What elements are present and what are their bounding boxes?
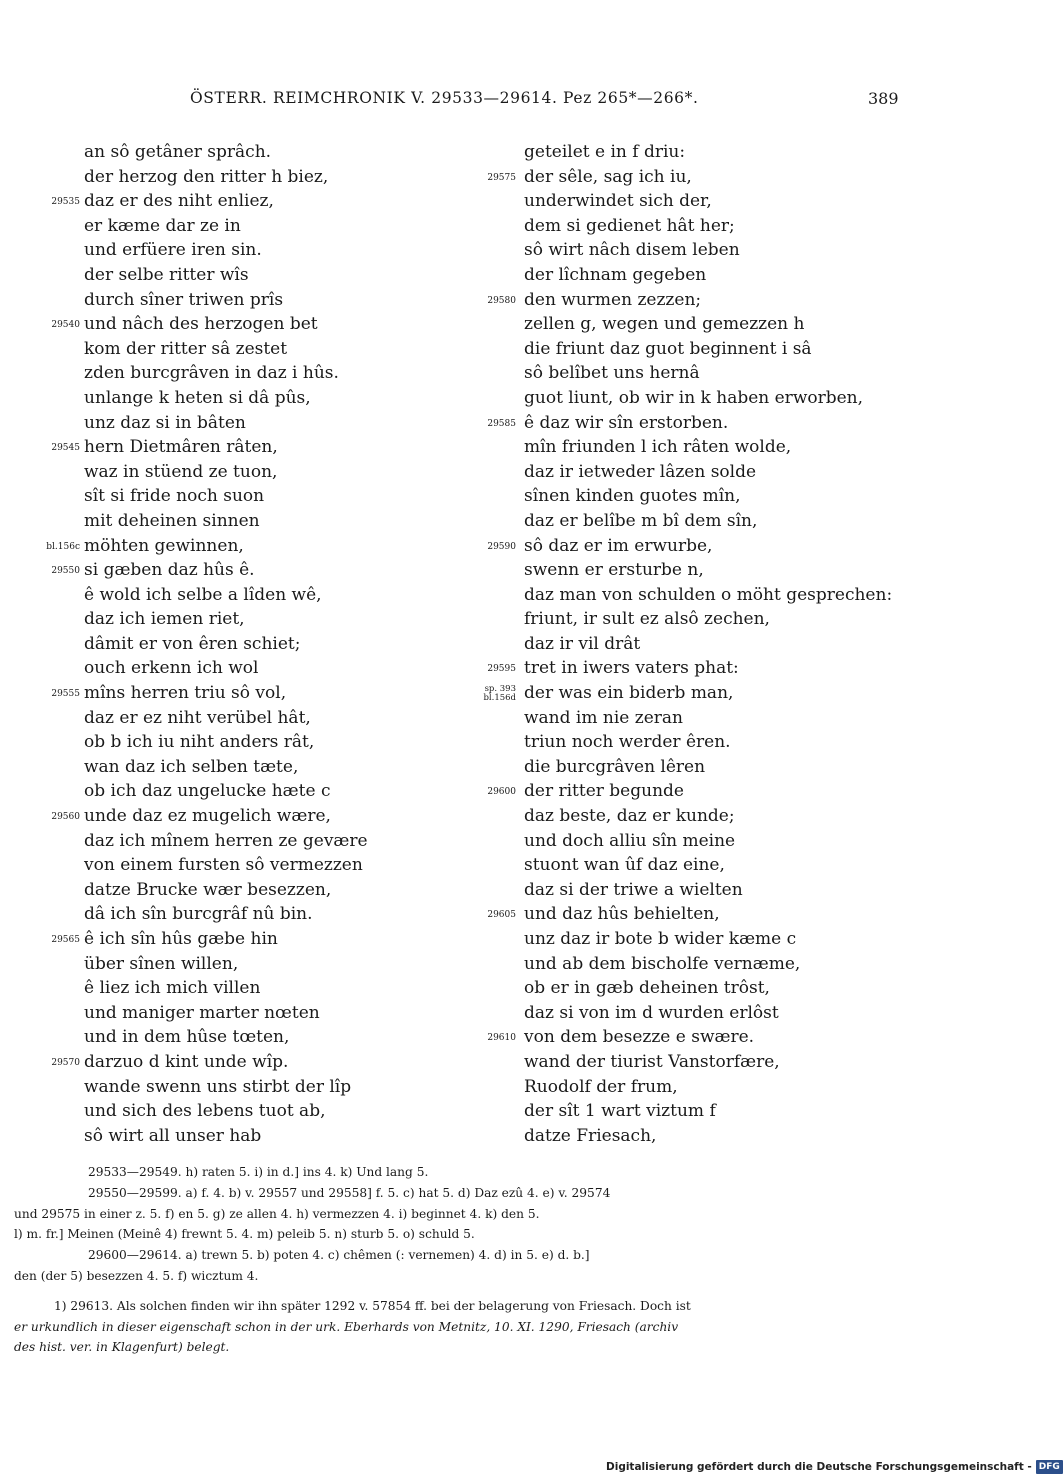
verse-line bbox=[30, 976, 460, 1001]
verse-text: mîn friunden l ich râten wolde, bbox=[524, 437, 792, 458]
verse-text: daz si der triwe a wielten bbox=[524, 879, 743, 900]
verse-text: über sînen willen, bbox=[84, 953, 239, 974]
verse-text: der was ein biderb man, bbox=[524, 683, 734, 704]
variant-note-line: und 29575 in einer z. 5. f) en 5. g) ze allen 4. h) vermezzen 4. i) beginnet 4. k) den 5. bbox=[14, 1206, 540, 1221]
verse-line bbox=[480, 165, 920, 190]
verse-line bbox=[480, 509, 920, 534]
running-title: ÖSTERR. REIMCHRONIK V. 29533—29614. Pez 265*—266*. bbox=[190, 89, 699, 107]
verse-line bbox=[480, 484, 920, 509]
verse-text: und doch alliu sîn meine bbox=[524, 830, 736, 851]
verse-text: sô daz er im erwurbe, bbox=[524, 535, 713, 556]
verse-text: der lîchnam gegeben bbox=[524, 264, 707, 285]
verse-text: er kæme dar ze in bbox=[84, 215, 241, 236]
verse-line bbox=[30, 632, 460, 657]
verse-text: wand der tiurist Vanstorfære, bbox=[524, 1051, 780, 1072]
variant-note-line: den (der 5) besezzen 4. 5. f) wicztum 4. bbox=[14, 1268, 259, 1283]
verse-text: der sêle, sag ich iu, bbox=[524, 166, 692, 187]
verse-line bbox=[30, 1025, 460, 1050]
line-number: 29610 bbox=[487, 1033, 516, 1044]
verse-text: die burcgrâven lêren bbox=[524, 756, 706, 777]
verse-line bbox=[30, 902, 460, 927]
verse-line bbox=[30, 558, 460, 583]
verse-text: der herzog den ritter h biez, bbox=[84, 166, 329, 187]
line-number: 29595 bbox=[487, 664, 516, 675]
verse-line bbox=[480, 902, 920, 927]
verse-line bbox=[30, 706, 460, 731]
line-number: 29555 bbox=[51, 689, 80, 700]
verse-line bbox=[30, 952, 460, 977]
verse-line bbox=[30, 1001, 460, 1026]
variant-note-line: 29550—29599. a) f. 4. b) v. 29557 und 29558] f. 5. c) hat 5. d) Daz ezû 4. e) v. 29574 bbox=[88, 1185, 611, 1200]
verse-text: daz er ez niht verübel hât, bbox=[84, 707, 311, 728]
variant-note-line: l) m. fr.] Meinen (Meinê 4) frewnt 5. 4. m) peleib 5. n) sturb 5. o) schuld 5. bbox=[14, 1227, 475, 1242]
verse-text: unde daz ez mugelich wære, bbox=[84, 806, 331, 827]
verse-line bbox=[30, 435, 460, 460]
verse-text: dâmit er von êren schiet; bbox=[84, 633, 301, 654]
verse-text: sô wirt nâch disem leben bbox=[524, 240, 740, 261]
verse-text: ê ich sîn hûs gæbe hin bbox=[84, 929, 278, 949]
verse-line bbox=[480, 779, 920, 804]
verse-line bbox=[30, 263, 460, 288]
verse-line bbox=[30, 411, 460, 436]
verse-line bbox=[30, 165, 460, 190]
line-number: 29570 bbox=[51, 1057, 80, 1068]
verse-text: daz ich iemen riet, bbox=[84, 609, 245, 630]
verse-text: daz ir vil drât bbox=[524, 633, 641, 654]
verse-text: den wurmen zezzen; bbox=[524, 289, 702, 310]
verse-line bbox=[30, 1124, 460, 1149]
verse-line bbox=[30, 804, 460, 829]
verse-text: und ab dem bischolfe vernæme, bbox=[524, 953, 801, 974]
verse-text: unz daz si in bâten bbox=[84, 412, 246, 433]
verse-text: stuont wan ûf daz eine, bbox=[524, 855, 725, 876]
verse-text: guot liunt, ob wir in k haben erworben, bbox=[524, 387, 864, 408]
verse-line bbox=[30, 730, 460, 755]
verse-text: und sich des lebens tuot ab, bbox=[84, 1101, 326, 1122]
line-number: 29560 bbox=[51, 812, 80, 823]
dfg-logo: DFG bbox=[1036, 1460, 1063, 1474]
verse-line bbox=[480, 1075, 920, 1100]
verse-line bbox=[30, 755, 460, 780]
verse-line bbox=[480, 927, 920, 952]
verse-line bbox=[480, 1001, 920, 1026]
line-number: 29580 bbox=[487, 295, 516, 306]
line-number: 29590 bbox=[487, 541, 516, 552]
verse-text: daz ich mînem herren ze gevære bbox=[84, 830, 368, 851]
verse-line bbox=[30, 337, 460, 362]
verse-line bbox=[30, 509, 460, 534]
verse-line bbox=[480, 263, 920, 288]
verse-text: an sô getâner sprâch. bbox=[84, 142, 272, 162]
verse-line bbox=[480, 755, 920, 780]
footnote-line: er urkundlich in dieser eigenschaft schon in der urk. Eberhards von Metnitz, 10. XI. 1290, Friesach (archiv bbox=[14, 1319, 679, 1334]
verse-line bbox=[480, 1050, 920, 1075]
verse-text: ê wold ich selbe a lîden wê, bbox=[84, 584, 322, 605]
verse-text: der selbe ritter wîs bbox=[84, 264, 249, 285]
verse-text: daz ir ietweder lâzen solde bbox=[524, 461, 757, 482]
verse-text: geteilet e in f driu: bbox=[524, 142, 686, 162]
verse-line bbox=[480, 804, 920, 829]
verse-line bbox=[480, 238, 920, 263]
verse-text: unlange k heten si dâ pûs, bbox=[84, 387, 311, 408]
verse-text: kom der ritter sâ zestet bbox=[84, 338, 288, 359]
verse-text: und in dem hûse tœten, bbox=[84, 1027, 290, 1048]
verse-line bbox=[480, 583, 920, 608]
verse-text: tret in iwers vaters phat: bbox=[524, 658, 739, 679]
variant-note-line: 29533—29549. h) raten 5. i) in d.] ins 4. k) Und lang 5. bbox=[88, 1165, 429, 1179]
verse-text: sô wirt all unser hab bbox=[84, 1125, 262, 1146]
verse-line bbox=[30, 656, 460, 681]
verse-line bbox=[480, 1025, 920, 1050]
verse-line bbox=[480, 1124, 920, 1149]
verse-text: underwindet sich der, bbox=[524, 191, 712, 212]
verse-line bbox=[480, 214, 920, 239]
verse-line bbox=[480, 312, 920, 337]
verse-line bbox=[480, 140, 920, 165]
dfg-credit bbox=[606, 1459, 1063, 1475]
verse-text: waz in stüend ze tuon, bbox=[84, 461, 278, 482]
verse-line bbox=[480, 386, 920, 411]
line-number: 29575 bbox=[487, 172, 516, 183]
verse-text: mit deheinen sinnen bbox=[84, 510, 260, 531]
verse-line bbox=[30, 607, 460, 632]
verse-line bbox=[30, 361, 460, 386]
verse-line bbox=[30, 829, 460, 854]
verse-text: ob er in gæb deheinen trôst, bbox=[524, 978, 770, 999]
verse-line bbox=[480, 706, 920, 731]
line-number: 29565 bbox=[51, 935, 80, 945]
verse-line bbox=[30, 460, 460, 485]
verse-text: unz daz ir bote b wider kæme c bbox=[524, 929, 797, 949]
variant-note-line: 29600—29614. a) trewn 5. b) poten 4. c) chêmen (: vernemen) 4. d) in 5. e) d. b.] bbox=[88, 1248, 590, 1263]
verse-line bbox=[480, 607, 920, 632]
verse-line bbox=[480, 976, 920, 1001]
verse-text: wan daz ich selben tæte, bbox=[84, 756, 299, 777]
verse-line bbox=[30, 140, 460, 165]
verse-text: daz er des niht enliez, bbox=[84, 191, 274, 212]
verse-text: daz si von im d wurden erlôst bbox=[524, 1002, 779, 1023]
line-number: 29585 bbox=[487, 418, 516, 429]
footnote-line: des hist. ver. in Klagenfurt) belegt. bbox=[14, 1340, 230, 1354]
verse-line bbox=[480, 460, 920, 485]
verse-line bbox=[30, 238, 460, 263]
verse-line bbox=[30, 312, 460, 337]
verse-line bbox=[480, 337, 920, 362]
verse-text: swenn er ersturbe n, bbox=[524, 560, 704, 581]
verse-text: zellen g, wegen und gemezzen h bbox=[524, 314, 805, 335]
verse-text: von einem fursten sô vermezzen bbox=[84, 855, 363, 876]
line-number: bl.156c bbox=[46, 541, 80, 552]
verse-text: datze Brucke wær besezzen, bbox=[84, 879, 332, 900]
dfg-credit-text: Digitalisierung gefördert durch die Deutsche Forschungsgemeinschaft - bbox=[606, 1461, 1032, 1473]
verse-text: die friunt daz guot beginnent i sâ bbox=[524, 338, 812, 359]
verse-text: hern Dietmâren râten, bbox=[84, 437, 278, 458]
verse-line bbox=[480, 189, 920, 214]
verse-line bbox=[30, 1050, 460, 1075]
verse-line bbox=[480, 411, 920, 436]
verse-line bbox=[30, 853, 460, 878]
verse-text: daz man von schulden o möht gesprechen: bbox=[524, 584, 893, 605]
verse-line bbox=[480, 632, 920, 657]
footnote bbox=[14, 1296, 904, 1358]
line-number: 29540 bbox=[51, 320, 80, 331]
variant-notes bbox=[14, 1162, 902, 1287]
verse-text: der sît 1 wart viztum f bbox=[524, 1101, 716, 1122]
verse-line bbox=[30, 583, 460, 608]
verse-line bbox=[30, 386, 460, 411]
line-number: 29550 bbox=[51, 566, 80, 577]
verse-text: triun noch werder êren. bbox=[524, 732, 731, 753]
verse-text: si gæben daz hûs ê. bbox=[84, 560, 255, 581]
verse-text: und erfüere iren sin. bbox=[84, 240, 262, 261]
verse-line bbox=[480, 952, 920, 977]
verse-line bbox=[480, 730, 920, 755]
verse-text: wand im nie zeran bbox=[524, 707, 683, 728]
verse-text: ouch erkenn ich wol bbox=[84, 658, 259, 679]
verse-text: mîns herren triu sô vol, bbox=[84, 683, 287, 704]
verse-text: daz beste, daz er kunde; bbox=[524, 806, 735, 827]
line-number: 29605 bbox=[487, 910, 516, 921]
verse-line bbox=[30, 484, 460, 509]
verse-text: daz er belîbe m bî dem sîn, bbox=[524, 510, 758, 531]
verse-line bbox=[30, 878, 460, 903]
verse-line bbox=[30, 927, 460, 952]
verse-line bbox=[30, 288, 460, 313]
verse-line bbox=[30, 1099, 460, 1124]
verse-line bbox=[480, 829, 920, 854]
verse-text: möhten gewinnen, bbox=[84, 535, 244, 556]
verse-text: sînen kinden guotes mîn, bbox=[524, 486, 741, 507]
verse-line bbox=[480, 435, 920, 460]
line-number: sp. 393 bl.156d bbox=[483, 684, 516, 704]
verse-line bbox=[480, 878, 920, 903]
verse-line bbox=[30, 214, 460, 239]
line-number: 29600 bbox=[487, 787, 516, 798]
verse-line bbox=[480, 1099, 920, 1124]
footnote-line: 1) 29613. Als solchen finden wir ihn später 1292 v. 57854 ff. bei der belagerung von Friesach. Doch ist bbox=[54, 1299, 691, 1313]
verse-text: friunt, ir sult ez alsô zechen, bbox=[524, 609, 770, 630]
verse-text: und maniger marter nœten bbox=[84, 1002, 320, 1023]
verse-text: sô belîbet uns hernâ bbox=[524, 363, 700, 384]
verse-text: und daz hûs behielten, bbox=[524, 904, 720, 925]
verse-text: sît si fride noch suon bbox=[84, 486, 265, 507]
verse-text: der ritter begunde bbox=[524, 781, 684, 802]
verse-text: von dem besezze e swære. bbox=[524, 1027, 755, 1048]
verse-text: und nâch des herzogen bet bbox=[84, 314, 318, 335]
verse-text: wande swenn uns stirbt der lîp bbox=[84, 1076, 352, 1097]
verse-line bbox=[30, 189, 460, 214]
verse-text: ê liez ich mich villen bbox=[84, 978, 261, 999]
verse-line bbox=[480, 534, 920, 559]
verse-line bbox=[30, 681, 460, 706]
right-verse-column bbox=[480, 140, 920, 1148]
verse-line bbox=[480, 361, 920, 386]
verse-text: durch sîner triwen prîs bbox=[84, 289, 284, 310]
left-verse-column bbox=[30, 140, 460, 1148]
verse-text: zden burcgrâven in daz i hûs. bbox=[84, 363, 339, 384]
line-number: 29535 bbox=[51, 197, 80, 208]
verse-text: dem si gedienet hât her; bbox=[524, 215, 735, 236]
verse-line bbox=[480, 288, 920, 313]
verse-text: Ruodolf der frum, bbox=[524, 1076, 678, 1097]
verse-line bbox=[480, 558, 920, 583]
verse-text: darzuo d kint unde wîp. bbox=[84, 1051, 289, 1072]
running-header bbox=[0, 89, 1000, 115]
verse-line bbox=[30, 779, 460, 804]
verse-line bbox=[480, 853, 920, 878]
verse-text: dâ ich sîn burcgrâf nû bin. bbox=[84, 904, 313, 925]
line-number: 29545 bbox=[51, 443, 80, 454]
verse-text: ob ich daz ungelucke hæte c bbox=[84, 781, 331, 802]
verse-text: datze Friesach, bbox=[524, 1125, 657, 1146]
page-number: 389 bbox=[868, 89, 899, 108]
verse-text: ob b ich iu niht anders rât, bbox=[84, 732, 315, 753]
verse-line bbox=[30, 534, 460, 559]
verse-line bbox=[480, 656, 920, 681]
verse-line bbox=[480, 681, 920, 706]
verse-text: ê daz wir sîn erstorben. bbox=[524, 412, 729, 433]
verse-line bbox=[30, 1075, 460, 1100]
